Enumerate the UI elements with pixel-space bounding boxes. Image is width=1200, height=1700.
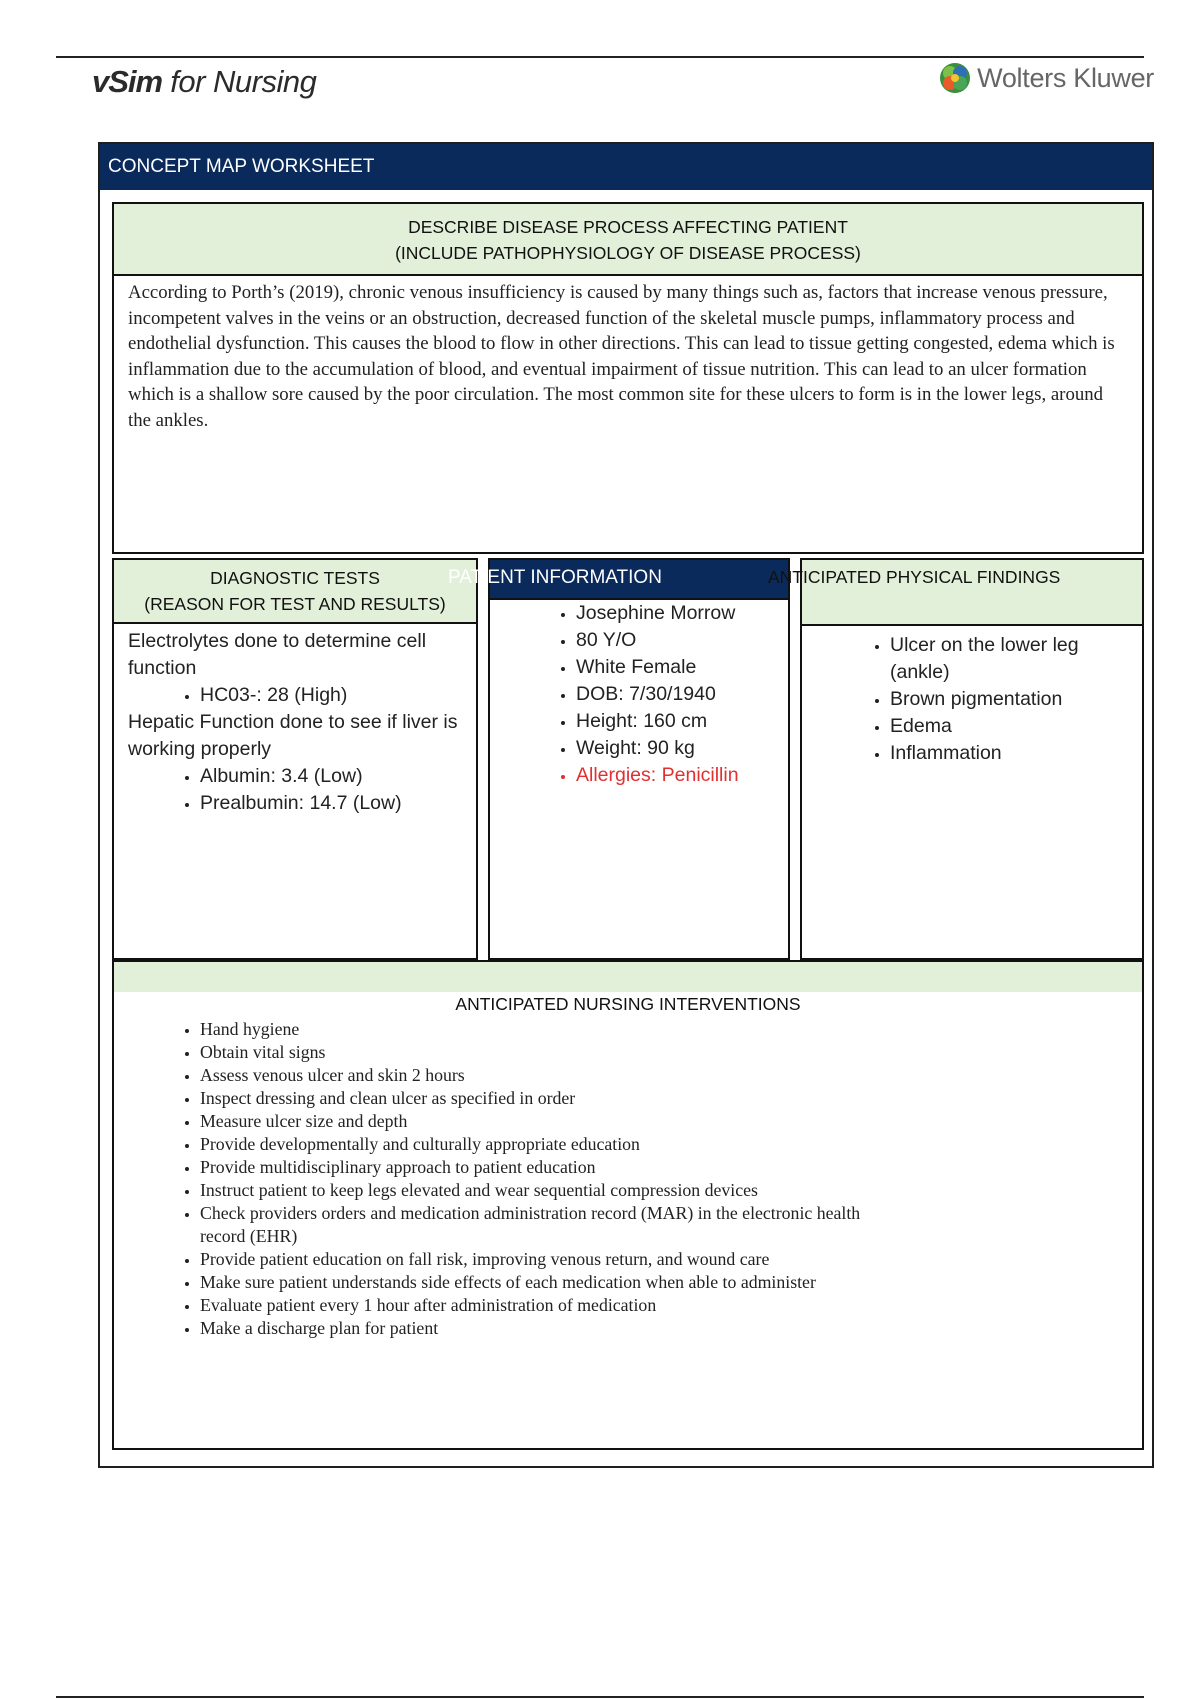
list-item: • Assess venous ulcer and skin 2 hours (200, 1064, 900, 1087)
publisher-name: Wolters Kluwer (977, 62, 1154, 93)
patient-information-heading: PATIENT INFORMATION (490, 560, 788, 600)
list-item: • Evaluate patient every 1 hour after administration of medication (200, 1294, 900, 1317)
list-item: • DOB: 7/30/1940 (576, 681, 739, 708)
list-item: • Instruct patient to keep legs elevated and wear sequential compression devices (200, 1179, 900, 1202)
patient-information-list (490, 600, 739, 789)
disease-heading-line2: (INCLUDE PATHOPHYSIOLOGY OF DISEASE PROCESS) (395, 243, 861, 263)
electrolytes-text: Electrolytes done to determine cell function (128, 630, 427, 679)
list-item: • Hand hygiene (200, 1018, 900, 1041)
physical-findings-heading: ANTICIPATED PHYSICAL FINDINGS (802, 560, 1142, 626)
list-item: • Weight: 90 kg (576, 735, 739, 762)
electrolytes-results (128, 682, 468, 709)
list-item: • Provide developmentally and culturally appropriate education (200, 1133, 900, 1156)
wolters-kluwer-logo (939, 62, 1154, 94)
top-rule (56, 56, 1144, 58)
list-item: • Make sure patient understands side effects of each medication when able to administer (200, 1271, 900, 1294)
list-item: • Provide multidisciplinary approach to patient education (200, 1156, 900, 1179)
list-item: • Provide patient education on fall risk, improving venous return, and wound care (200, 1248, 900, 1271)
hepatic-results (128, 763, 468, 817)
physical-findings-section (768, 558, 1144, 960)
list-item: • 80 Y/O (576, 627, 739, 654)
list-item: • Brown pigmentation (890, 686, 1090, 713)
nursing-heading-band (114, 962, 1142, 992)
wolters-kluwer-icon (939, 62, 971, 94)
nursing-interventions-list (114, 1018, 900, 1340)
list-item: • HC03-: 28 (High) (200, 682, 468, 709)
list-item: • Make a discharge plan for patient (200, 1317, 900, 1340)
list-item: • Ulcer on the lower leg (ankle) (890, 632, 1090, 686)
list-item: • Obtain vital signs (200, 1041, 900, 1064)
list-item: • Edema (890, 713, 1090, 740)
disease-heading-line1: DESCRIBE DISEASE PROCESS AFFECTING PATIENT (408, 217, 848, 237)
disease-process-text: According to Porth’s (2019), chronic venous insufficiency is caused by many things such as, factors that increase venous pressure, incompetent valves in the veins or an obstruction, decreased function of the skeletal muscle pumps, inflammatory process and endothelial dysfunction. This causes the blood to flow in other directions. This can lead to tissue getting congested, edema which is inflammation due to the accumulation of blood, and eventual impairment of tissue nutrition. This can lead to an ulcer formation which is a shallow sore caused by the poor circulation. The most common site for these ulcers to form is in the lower legs, around the ankles. (128, 282, 1115, 431)
list-item: • Prealbumin: 14.7 (Low) (200, 790, 468, 817)
list-item: • Josephine Morrow (576, 600, 739, 627)
worksheet-title: CONCEPT MAP WORKSHEET (100, 144, 1152, 190)
list-item: • Height: 160 cm (576, 708, 739, 735)
disease-process-section (112, 202, 1144, 554)
diagnostic-tests-heading (114, 560, 476, 624)
list-item: • Inspect dressing and clean ulcer as specified in order (200, 1087, 900, 1110)
hepatic-text: Hepatic Function done to see if liver is working properly (128, 711, 458, 760)
physical-findings-list (802, 632, 1090, 767)
diagnostic-heading-line2: (REASON FOR TEST AND RESULTS) (144, 594, 446, 614)
list-item: • Albumin: 3.4 (Low) (200, 763, 468, 790)
disease-process-heading (114, 204, 1142, 276)
list-item: • Measure ulcer size and depth (200, 1110, 900, 1133)
list-item: • Inflammation (890, 740, 1090, 767)
diagnostic-tests-section (112, 558, 478, 960)
list-item: • White Female (576, 654, 739, 681)
concept-map-worksheet (98, 142, 1154, 1468)
list-item: • Check providers orders and medication administration record (MAR) in the electronic health record (EHR) (200, 1202, 900, 1248)
nursing-interventions-section (112, 960, 1144, 1450)
vsim-logo: vSim for Nursing (92, 64, 317, 99)
diagnostic-heading-line1: DIAGNOSTIC TESTS (210, 568, 380, 588)
nursing-interventions-heading: ANTICIPATED NURSING INTERVENTIONS (455, 994, 801, 1014)
allergies-item: • Allergies: Penicillin (576, 762, 739, 789)
patient-information-section (448, 558, 790, 960)
bottom-rule (56, 1696, 1144, 1698)
